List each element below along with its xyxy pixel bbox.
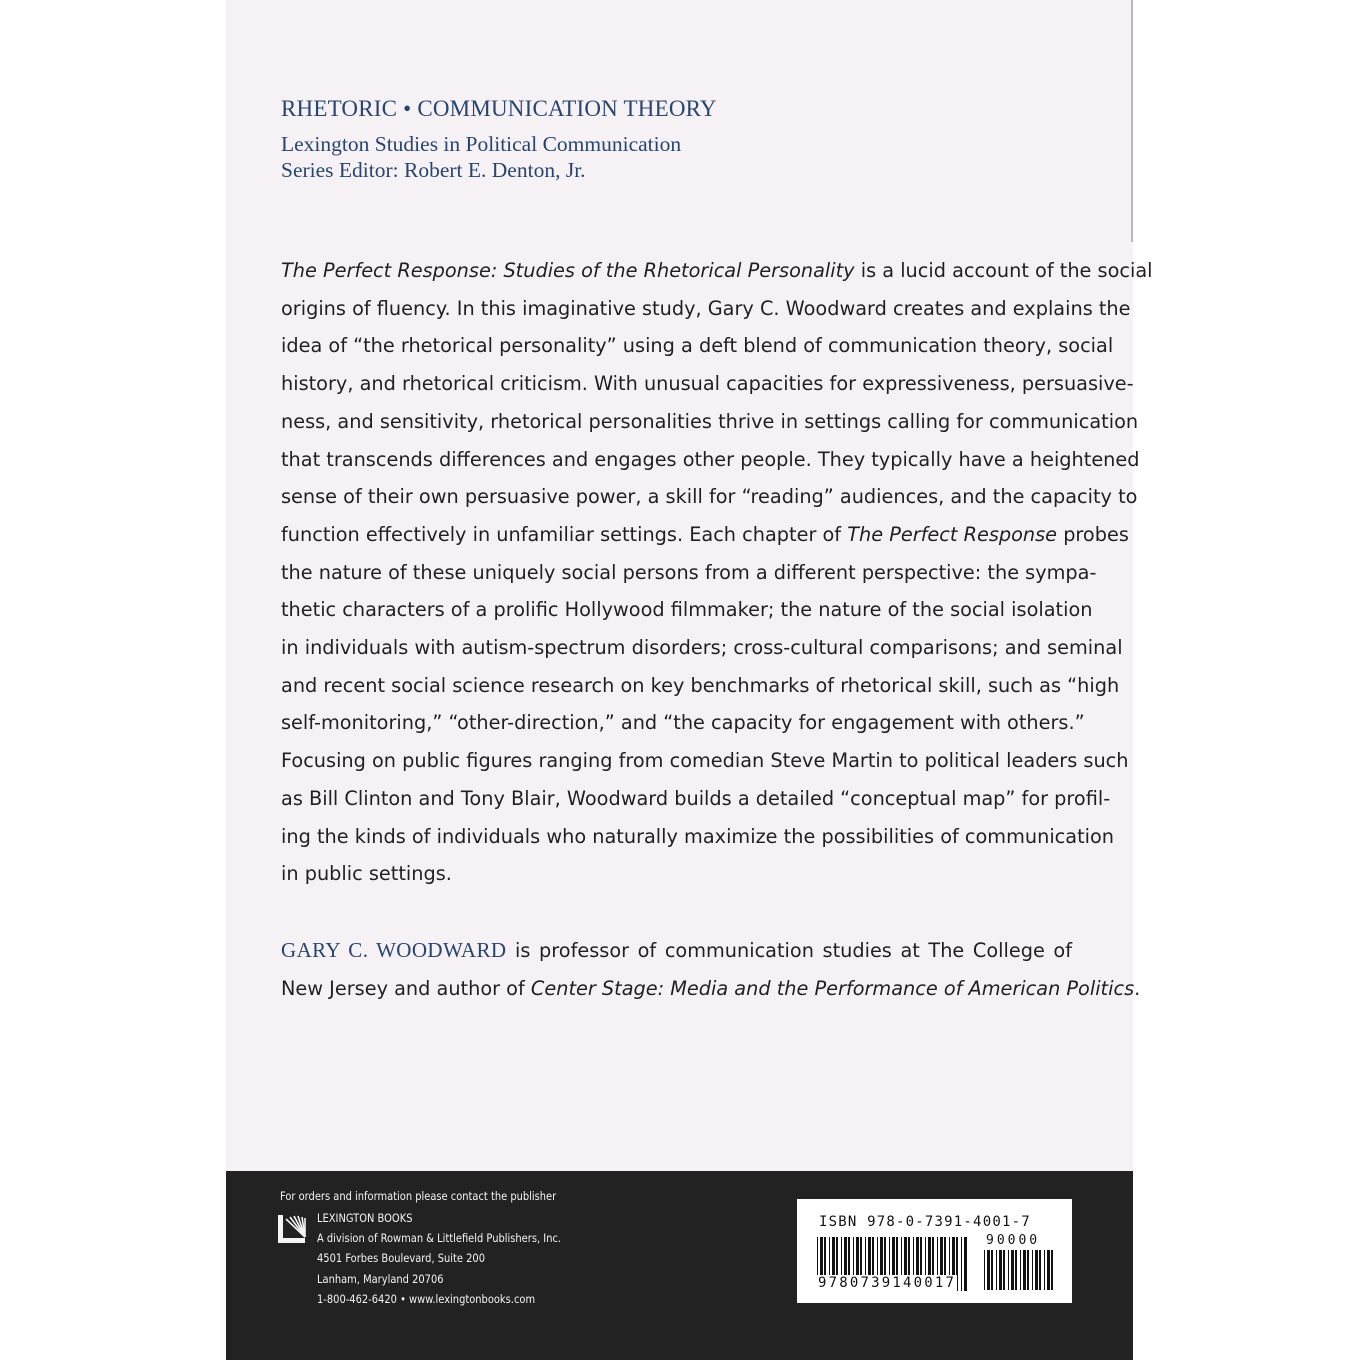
author-bio bbox=[281, 932, 1141, 1007]
blurb-line: and recent social science research on key benchmarks of rhetorical skill, such as “high bbox=[281, 673, 1120, 697]
barcode-bar bbox=[1047, 1250, 1050, 1290]
barcode-bar bbox=[1044, 1250, 1045, 1290]
blurb-line: thetic characters of a prolific Hollywood filmmaker; the nature of the social isolation bbox=[281, 598, 1093, 622]
other-book-title: Center Stage: Media and the Performance of American Politics bbox=[530, 976, 1135, 1000]
blurb-line: ing the kinds of individuals who naturally maximize the possibilities of communication bbox=[281, 824, 1115, 848]
blurb-line: in individuals with autism-spectrum disorders; cross-cultural comparisons; and seminal bbox=[281, 636, 1123, 660]
blurb-line: as Bill Clinton and Tony Blair, Woodward builds a detailed “conceptual map” for profil- bbox=[281, 786, 1111, 810]
barcode-bar bbox=[1015, 1250, 1017, 1290]
barcode-bar bbox=[1027, 1250, 1029, 1290]
publisher-city: Lanham, Maryland 20706 bbox=[317, 1271, 444, 1286]
subject-category: RHETORIC • COMMUNICATION THEORY bbox=[281, 96, 717, 121]
barcode-bar bbox=[984, 1250, 985, 1290]
barcode-bar bbox=[1020, 1250, 1021, 1290]
book-title: The Perfect Response: Studies of the Rhetorical Personality bbox=[281, 259, 855, 282]
publisher-phone-web: 1-800-462-6420 • www.lexingtonbooks.com bbox=[317, 1291, 536, 1306]
spine-edge bbox=[1131, 0, 1133, 242]
orders-note: For orders and information please contact the publisher bbox=[280, 1189, 557, 1203]
blurb-line: self-monitoring,” “other-direction,” and “the capacity for engagement with others.” bbox=[281, 711, 1085, 735]
lexington-books-logo-icon bbox=[278, 1213, 306, 1245]
blurb-line: that transcends differences and engages other people. They typically have a heightened bbox=[281, 447, 1140, 471]
barcode-bar bbox=[961, 1237, 962, 1291]
book-title-inline: The Perfect Response bbox=[847, 522, 1058, 546]
publisher-division: A division of Rowman & Littlefield Publishers, Inc. bbox=[317, 1231, 562, 1246]
barcode-bar bbox=[1008, 1250, 1009, 1290]
blurb-line: idea of “the rhetorical personality” using a deft blend of communication theory, social bbox=[281, 334, 1114, 358]
bio-line: GARY C. WOODWARD is professor of communication studies at The College of bbox=[281, 938, 1072, 962]
publisher-street: 4501 Forbes Boulevard, Suite 200 bbox=[317, 1251, 486, 1266]
barcode-bar bbox=[1011, 1250, 1014, 1290]
book-description bbox=[281, 252, 1153, 893]
blurb-line: Focusing on public figures ranging from comedian Steve Martin to political leaders such bbox=[281, 749, 1129, 773]
bio-line: New Jersey and author of Center Stage: Media and the Performance of American Politics. bbox=[281, 976, 1141, 1000]
barcode-bar bbox=[1032, 1250, 1033, 1290]
blurb-line: in public settings. bbox=[281, 862, 452, 886]
barcode-bar bbox=[1051, 1250, 1053, 1290]
barcode-bar bbox=[991, 1250, 993, 1290]
barcode-bar bbox=[999, 1250, 1002, 1290]
series-editor: Series Editor: Robert E. Denton, Jr. bbox=[281, 158, 586, 182]
blurb-line: ness, and sensitivity, rhetorical personalities thrive in settings calling for communication bbox=[281, 409, 1139, 433]
series-title: Lexington Studies in Political Communication bbox=[281, 132, 682, 156]
publisher-name: LEXINGTON BOOKS bbox=[317, 1211, 413, 1225]
series-info bbox=[281, 131, 681, 183]
publisher-contact bbox=[317, 1208, 561, 1309]
isbn-number: ISBN 978-0-7391-4001-7 bbox=[819, 1214, 1031, 1230]
blurb-line: function effectively in unfamiliar settings. Each chapter of The Perfect Response probes bbox=[281, 522, 1129, 546]
blurb-line: origins of fluency. In this imaginative study, Gary C. Woodward creates and explains the bbox=[281, 296, 1131, 320]
blurb-line: The Perfect Response: Studies of the Rhetorical Personality is a lucid account of the social bbox=[281, 259, 1153, 282]
barcode-bar bbox=[987, 1250, 990, 1290]
barcode-bar bbox=[1023, 1250, 1026, 1290]
barcode-addon bbox=[984, 1250, 1056, 1290]
barcode-bar bbox=[1039, 1250, 1041, 1290]
barcode-addon-digits: 90000 bbox=[986, 1233, 1041, 1248]
barcode-digits: 9780739140017 bbox=[818, 1275, 957, 1291]
blurb-line: history, and rhetorical criticism. With unusual capacities for expressiveness, persuasive- bbox=[281, 372, 1134, 396]
barcode-bar bbox=[1003, 1250, 1005, 1290]
barcode-bar bbox=[1035, 1250, 1038, 1290]
blurb-line: sense of their own persuasive power, a skill for “reading” audiences, and the capacity to bbox=[281, 485, 1138, 509]
barcode-bar bbox=[996, 1250, 997, 1290]
barcode-bar bbox=[964, 1237, 967, 1291]
author-name: GARY C. WOODWARD bbox=[281, 938, 507, 962]
blurb-line: the nature of these uniquely social persons from a different perspective: the sympa- bbox=[281, 560, 1097, 584]
